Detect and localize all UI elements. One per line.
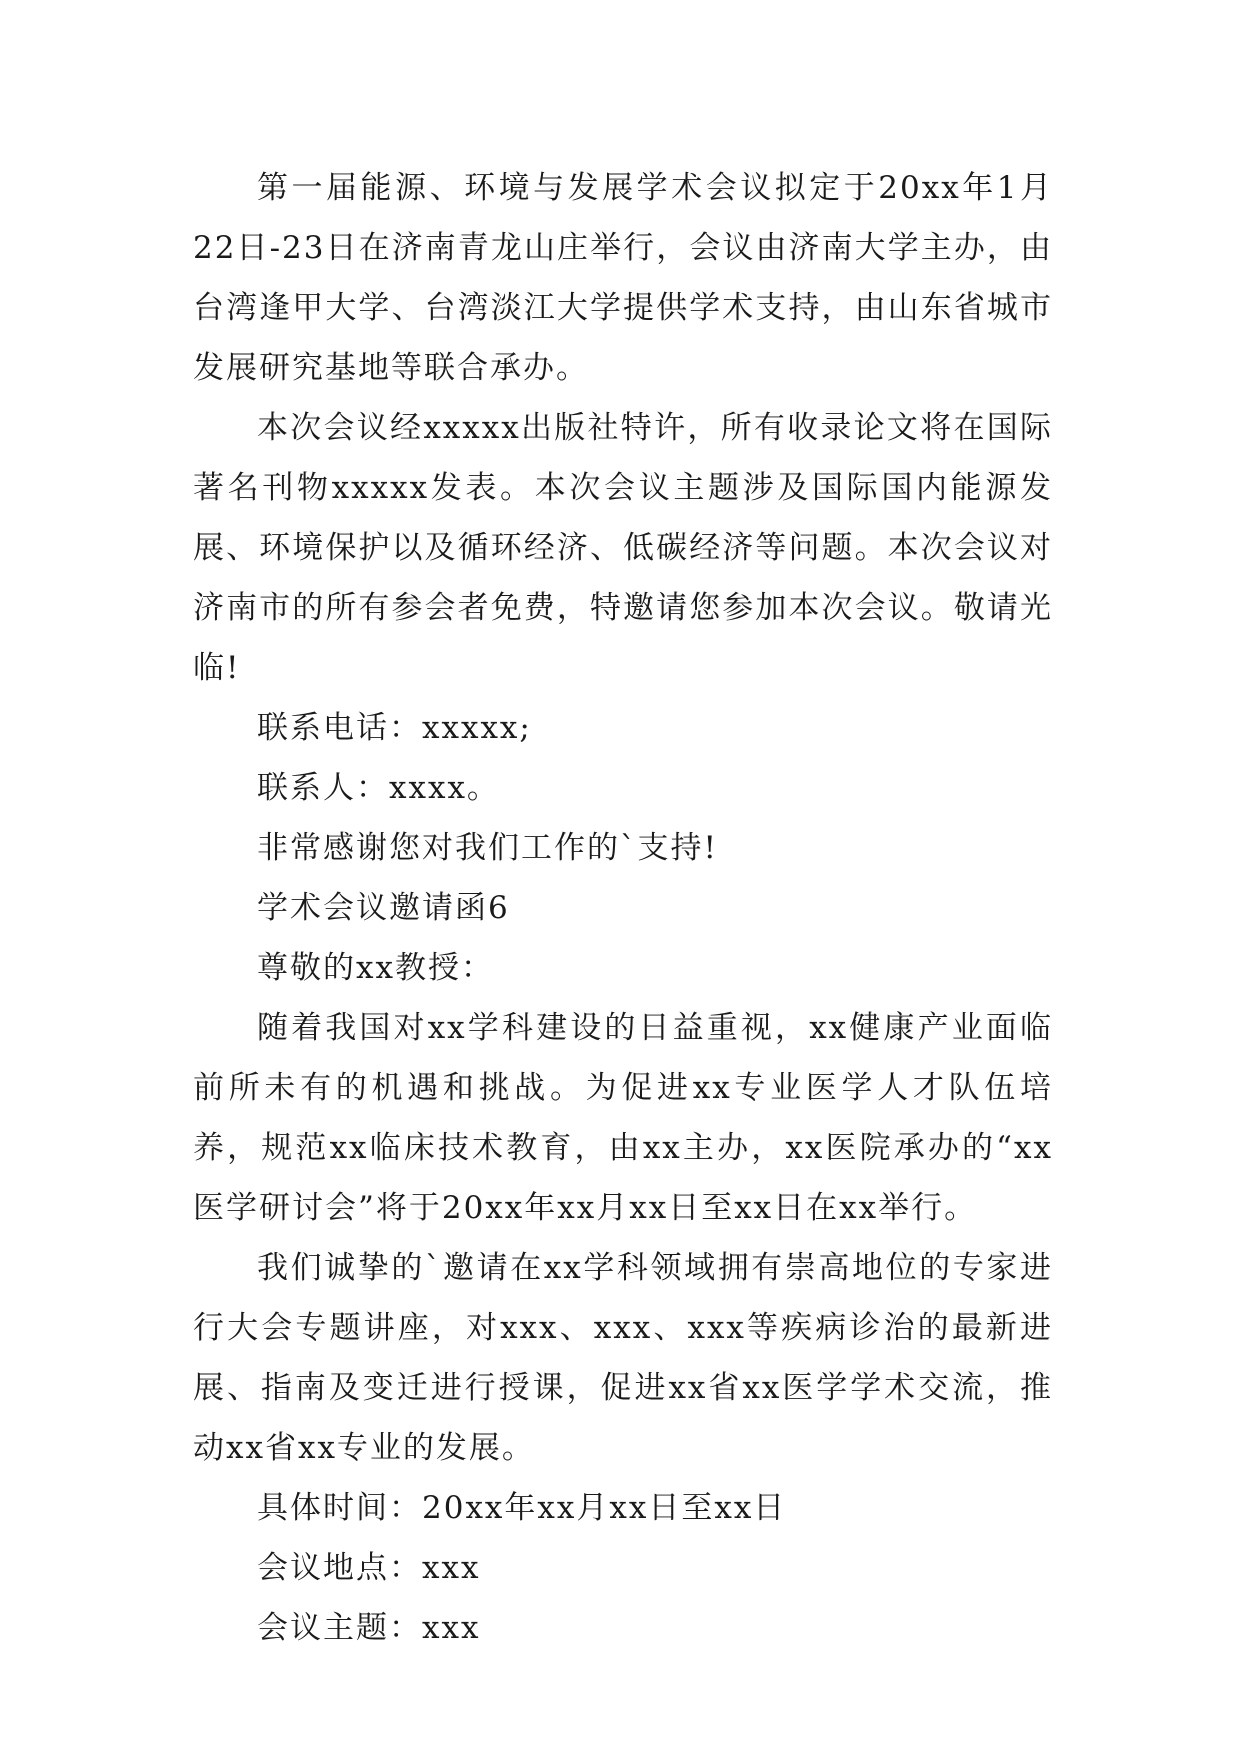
paragraph-conference-intro: 第一届能源、环境与发展学术会议拟定于20xx年1月22日-23日在济南青龙山庄举行，会议由济南大学主办，由台湾逢甲大学、台湾淡江大学提供学术支持，由山东省城市发展研究基地等联合承办。 (193, 170, 1053, 386)
meeting-location: 会议地点：xxx (257, 1550, 481, 1586)
meeting-time: 具体时间：20xx年xx月xx日至xx日 (257, 1490, 787, 1526)
paragraph-invitation: 我们诚挚的`邀请在xx学科领域拥有崇高地位的专家进行大会专题讲座，对xxx、xxx、xxx等疾病诊治的最新进展、指南及变迁进行授课，促进xx省xx医学学术交流，推动xx省xx专业的发展。 (193, 1250, 1053, 1466)
thanks-line: 非常感谢您对我们工作的`支持! (257, 830, 718, 866)
section-title: 学术会议邀请函6 (257, 890, 510, 926)
contact-person: 联系人：xxxx。 (257, 770, 500, 806)
paragraph-background: 随着我国对xx学科建设的日益重视，xx健康产业面临前所未有的机遇和挑战。为促进xx专业医学人才队伍培养，规范xx临床技术教育，由xx主办，xx医院承办的“xx医学研讨会”将于20xx年xx月xx日至xx日在xx举行。 (193, 1010, 1053, 1226)
contact-phone: 联系电话：xxxxx; (257, 710, 532, 746)
document-body (193, 158, 1053, 1658)
salutation: 尊敬的xx教授： (257, 950, 494, 986)
paragraph-publication-info: 本次会议经xxxxx出版社特许，所有收录论文将在国际著名刊物xxxxx发表。本次会议主题涉及国际国内能源发展、环境保护以及循环经济、低碳经济等问题。本次会议对济南市的所有参会者免费，特邀请您参加本次会议。敬请光临! (193, 410, 1053, 686)
meeting-theme: 会议主题：xxx (257, 1610, 481, 1646)
